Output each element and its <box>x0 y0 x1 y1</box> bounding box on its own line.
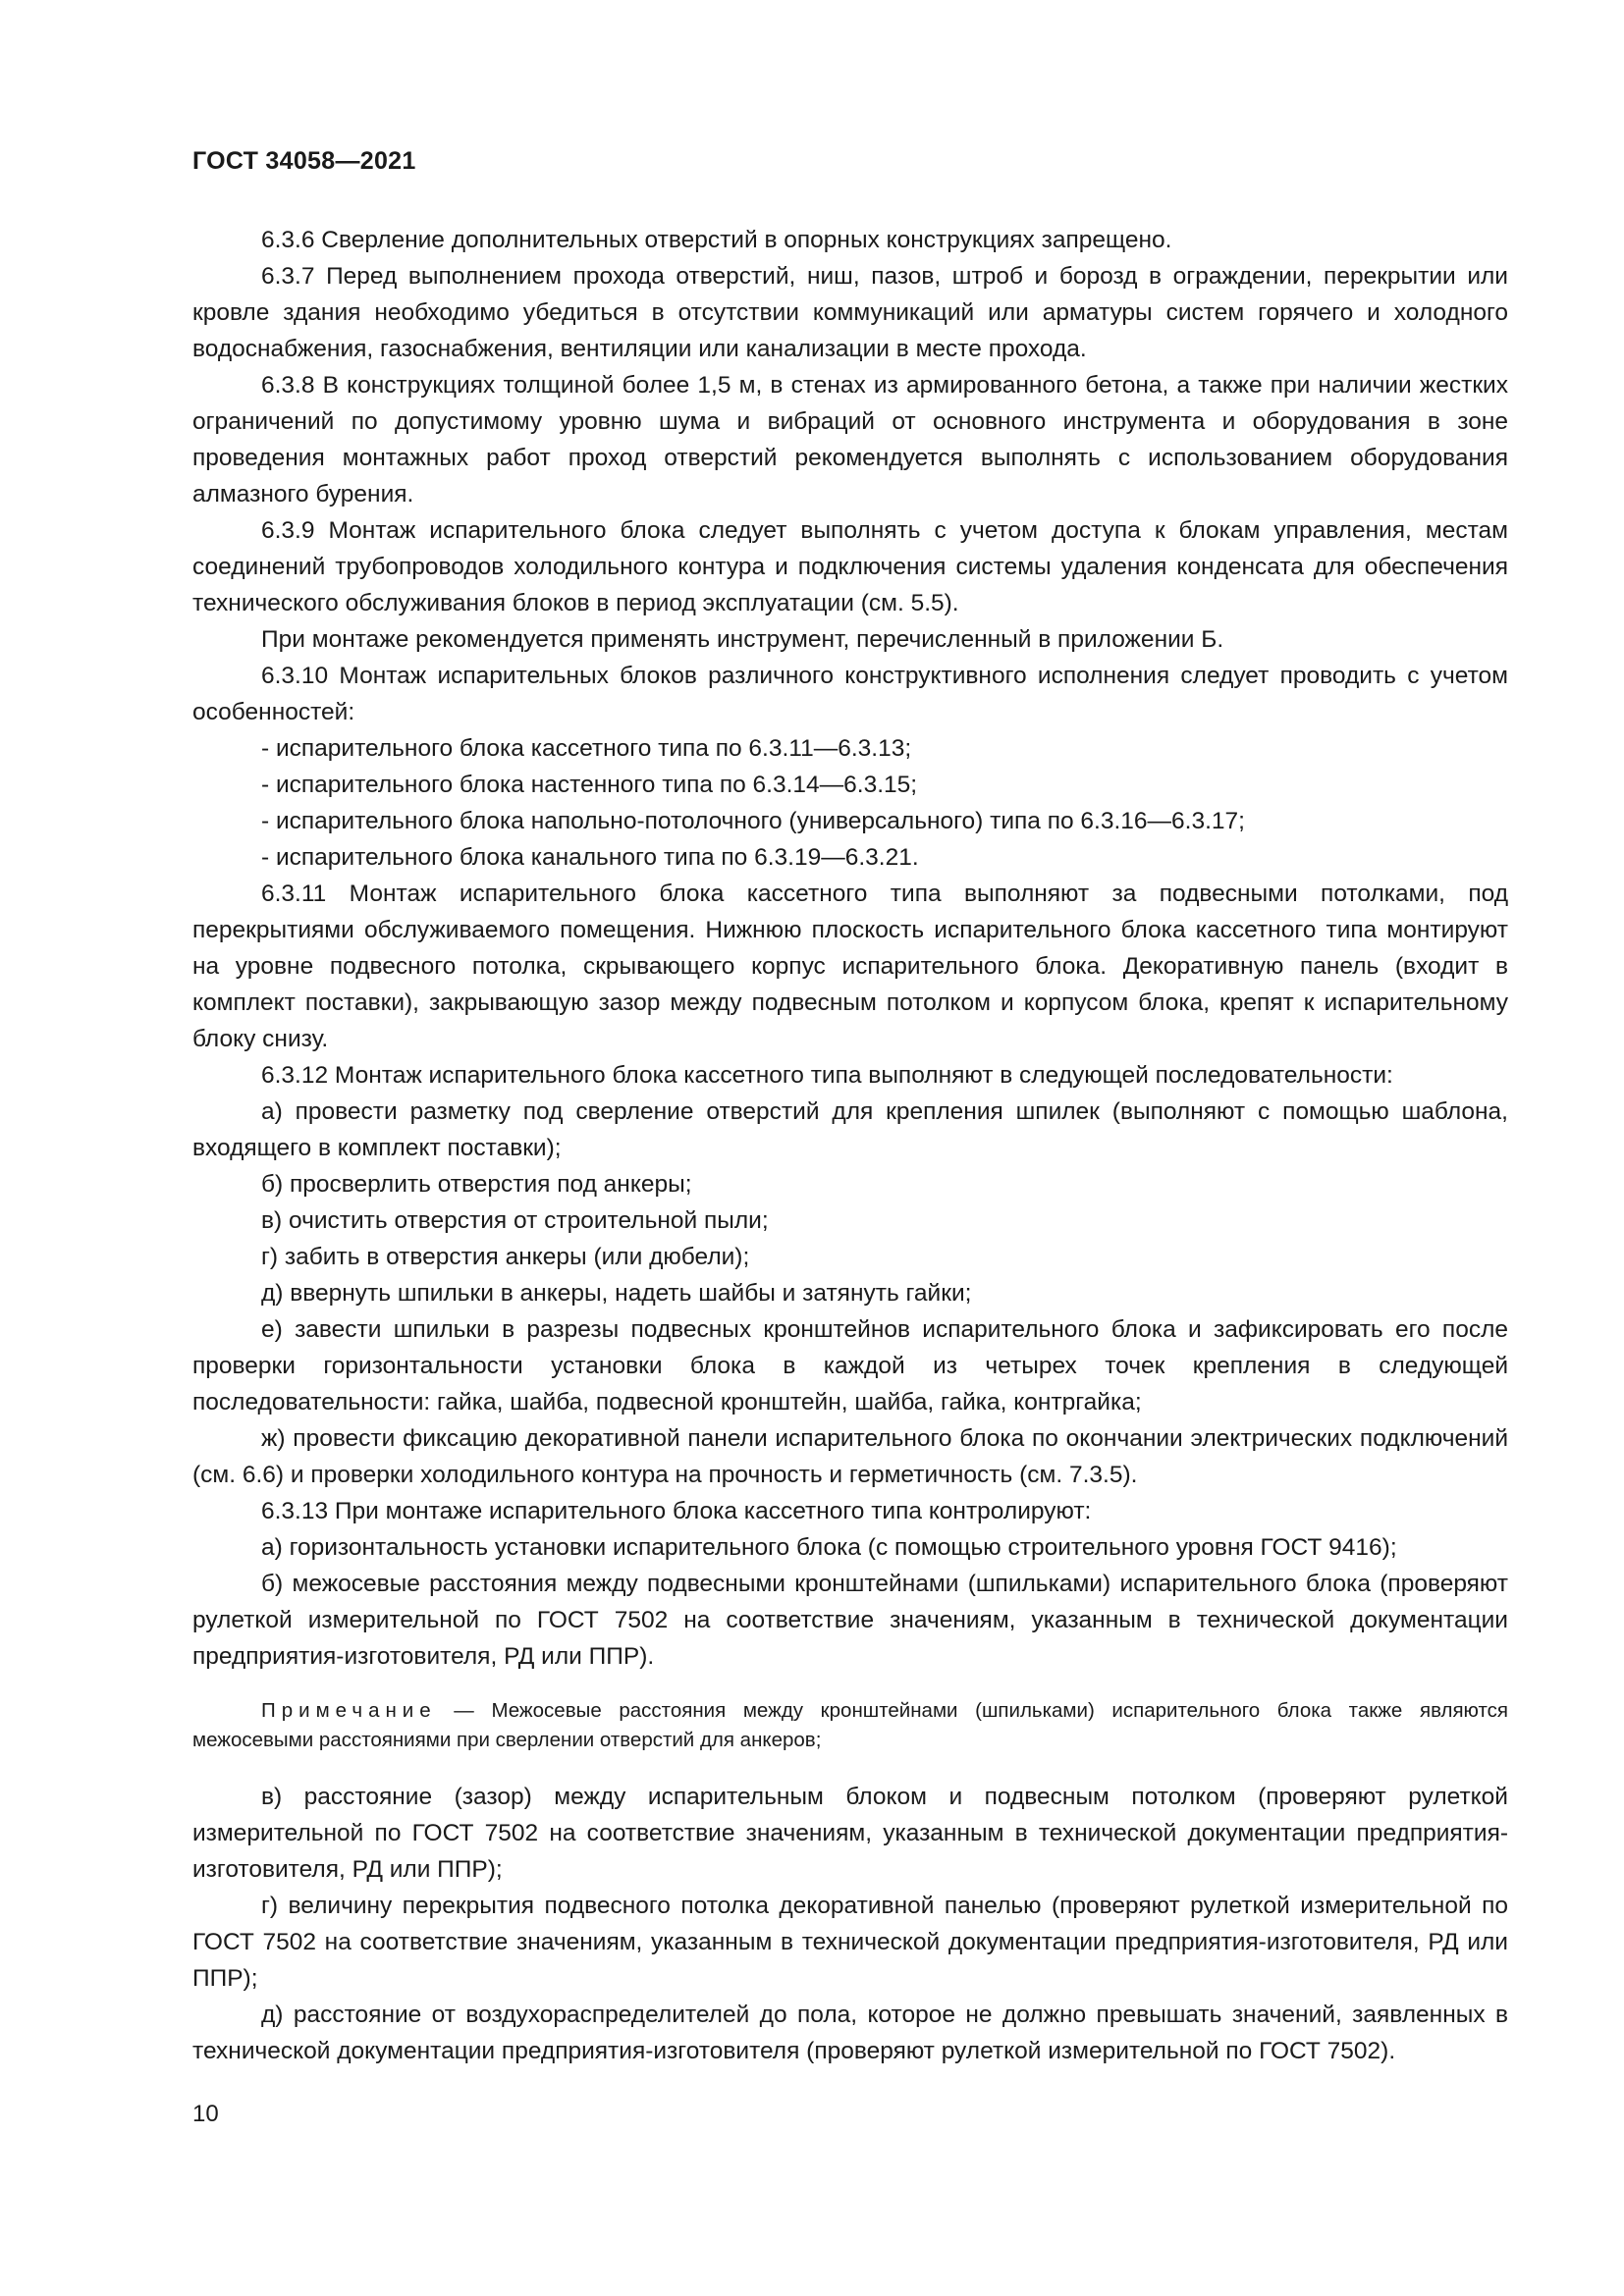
paragraph-6-3-7: 6.3.7 Перед выполнением прохода отверстий, ниш, пазов, штроб и борозд в ограждении, перекрытии или кровле здания необходимо убедиться в отсутствии коммуникаций или арматуры систем горячего и холодного водоснабжения, газоснабжения, вентиляции или канализации в месте прохода. <box>192 263 1508 362</box>
note-text: — Межосевые расстояния между кронштейнами (шпильками) испарительного блока также являются межосевыми расстояниями при сверлении отверстий для анкеров; <box>192 1699 1508 1751</box>
list-item: ж) провести фиксацию декоративной панели испарительного блока по окончании электрических подключений (см. 6.6) и проверки холодильного контура на прочность и герметичность (см. 7.3.5). <box>192 1425 1508 1488</box>
document-header: ГОСТ 34058—2021 <box>192 147 416 175</box>
list-item: е) завести шпильки в разрезы подвесных кронштейнов испарительного блока и зафиксировать его после проверки горизонтальности установки блока в каждой из четырех точек крепления в следующей последовательности: гайка, шайба, подвесной кронштейн, шайба, гайка, контргайка; <box>192 1316 1508 1415</box>
list-item: а) провести разметку под сверление отверстий для крепления шпилек (выполняют с помощью шаблона, входящего в комплект поставки); <box>192 1098 1508 1161</box>
paragraph-6-3-13: 6.3.13 При монтаже испарительного блока кассетного типа контролируют: <box>261 1498 1092 1524</box>
paragraph-6-3-8: 6.3.8 В конструкциях толщиной более 1,5 м, в стенах из армированного бетона, а также при наличии жестких ограничений по допустимому уровню шума и вибраций от основного инструмента и оборудования в зоне проведения монтажных работ проход отверстий рекомендуется выполнять с использованием оборудования алмазного бурения. <box>192 372 1508 507</box>
list-item: - испарительного блока канального типа по 6.3.19—6.3.21. <box>261 844 919 871</box>
list-item: д) расстояние от воздухораспределителей до пола, которое не должно превышать значений, заявленных в технической документации предприятия-изготовителя (проверяют рулеткой измерительной по ГОСТ 7502). <box>192 2002 1508 2064</box>
paragraph-6-3-12: 6.3.12 Монтаж испарительного блока кассетного типа выполняют в следующей последовательности: <box>261 1062 1393 1089</box>
list-item: в) очистить отверстия от строительной пыли; <box>261 1207 769 1234</box>
paragraph-6-3-11: 6.3.11 Монтаж испарительного блока кассетного типа выполняют за подвесными потолками, под перекрытиями обслуживаемого помещения. Нижнюю плоскость испарительного блока кассетного типа монтируют на уровне подвесного потолка, скрывающего корпус испарительного блока. Декоративную панель (входит в комплект поставки), закрывающую зазор между подвесным потолком и корпусом блока, крепят к испарительному блоку снизу. <box>192 881 1508 1052</box>
paragraph-tools-note: При монтаже рекомендуется применять инструмент, перечисленный в приложении Б. <box>261 626 1224 653</box>
list-item: б) межосевые расстояния между подвесными кронштейнами (шпильками) испарительного блока (проверяют рулеткой измерительной по ГОСТ 7502 на соответствие значениям, указанным в технической документации предприятия-изготовителя, РД или ППР). <box>192 1571 1508 1670</box>
list-item: в) расстояние (зазор) между испарительным блоком и подвесным потолком (проверяют рулеткой измерительной по ГОСТ 7502 на соответствие значениям, указанным в технической документации предприятия-изготовителя, РД или ППР); <box>192 1784 1508 1883</box>
list-item: б) просверлить отверстия под анкеры; <box>261 1171 692 1198</box>
list-item: г) забить в отверстия анкеры (или дюбели); <box>261 1244 750 1270</box>
list-item: - испарительного блока кассетного типа по 6.3.11—6.3.13; <box>261 735 912 762</box>
note-label: Примечание <box>261 1699 437 1722</box>
list-item: - испарительного блока настенного типа по 6.3.14—6.3.15; <box>261 772 918 798</box>
list-item: а) горизонтальность установки испарительного блока (с помощью строительного уровня ГОСТ 9416); <box>261 1534 1397 1561</box>
note <box>192 1696 1508 1755</box>
list-item: г) величину перекрытия подвесного потолка декоративной панелью (проверяют рулеткой измерительной по ГОСТ 7502 на соответствие значениям, указанным в технической документации предприятия-изготовителя, РД или ППР); <box>192 1893 1508 1992</box>
paragraph-6-3-6: 6.3.6 Сверление дополнительных отверстий в опорных конструкциях запрещено. <box>261 227 1172 253</box>
list-item: д) ввернуть шпильки в анкеры, надеть шайбы и затянуть гайки; <box>261 1280 972 1307</box>
paragraph-6-3-10: 6.3.10 Монтаж испарительных блоков различного конструктивного исполнения следует проводить с учетом особенностей: <box>192 663 1508 725</box>
paragraph-6-3-9: 6.3.9 Монтаж испарительного блока следует выполнять с учетом доступа к блокам управления, местам соединений трубопроводов холодильного контура и подключения системы удаления конденсата для обеспечения технического обслуживания блоков в период эксплуатации (см. 5.5). <box>192 517 1508 616</box>
document-body <box>192 222 1508 2069</box>
page-number: 10 <box>192 2101 219 2127</box>
list-item: - испарительного блока напольно-потолочного (универсального) типа по 6.3.16—6.3.17; <box>261 808 1245 834</box>
